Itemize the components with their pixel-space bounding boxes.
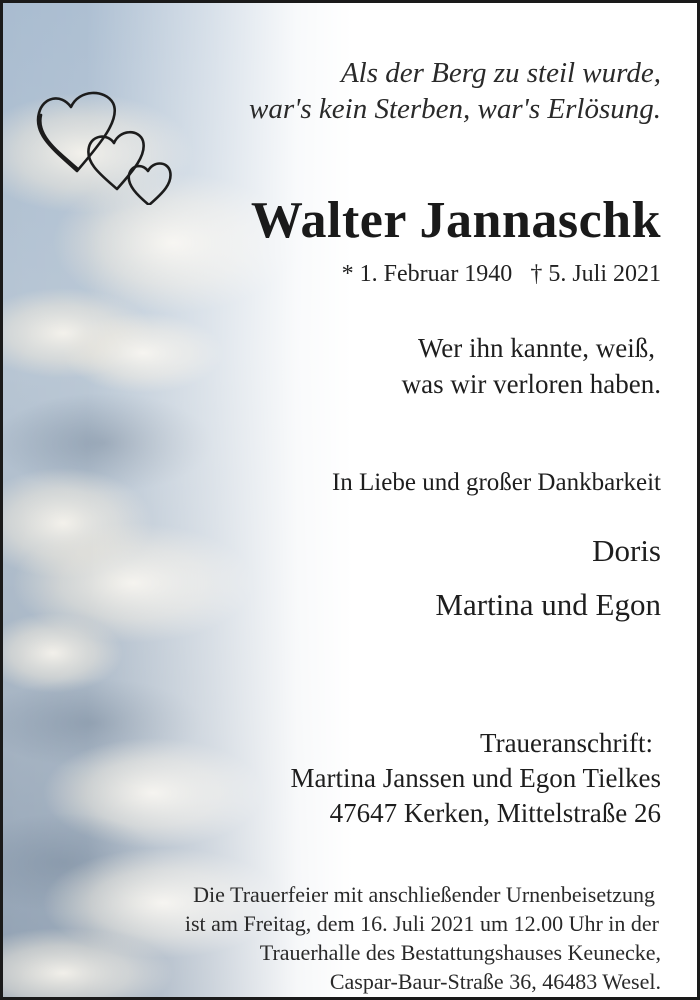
funeral-info — [185, 880, 661, 996]
mourner-name: Doris — [592, 533, 661, 568]
motto — [249, 55, 661, 127]
mourner-name: Martina und Egon — [435, 587, 661, 622]
funeral-line: Die Trauerfeier mit anschließender Urnenbeisetzung — [193, 882, 655, 907]
mourning-address — [291, 726, 662, 831]
three-hearts-icon — [31, 85, 181, 205]
life-dates — [342, 261, 661, 288]
funeral-line: Trauerhalle des Bestattungshauses Keunecke, — [259, 940, 661, 965]
deceased-name: Walter Jannaschk — [250, 192, 661, 249]
quote-line: Wer ihn kannte, weiß, — [417, 333, 655, 363]
motto-line: war's kein Sterben, war's Erlösung. — [249, 93, 661, 125]
quote-line: was wir verloren haben. — [401, 369, 661, 399]
address-names: Martina Janssen und Egon Tielkes — [290, 763, 661, 793]
quote — [402, 330, 661, 402]
motto-line: Als der Berg zu steil wurde, — [340, 57, 661, 89]
funeral-line: ist am Freitag, dem 16. Juli 2021 um 12.00 Uhr in der — [184, 911, 659, 936]
death-date: † 5. Juli 2021 — [530, 261, 661, 287]
address-label: Traueranschrift: — [480, 728, 653, 758]
address-street: 47647 Kerken, Mittelstraße 26 — [329, 798, 661, 828]
funeral-line: Caspar-Baur-Straße 36, 46483 Wesel. — [329, 969, 661, 994]
birth-date: * 1. Februar 1940 — [341, 261, 513, 287]
dedication: In Liebe und großer Dankbarkeit — [331, 469, 661, 496]
